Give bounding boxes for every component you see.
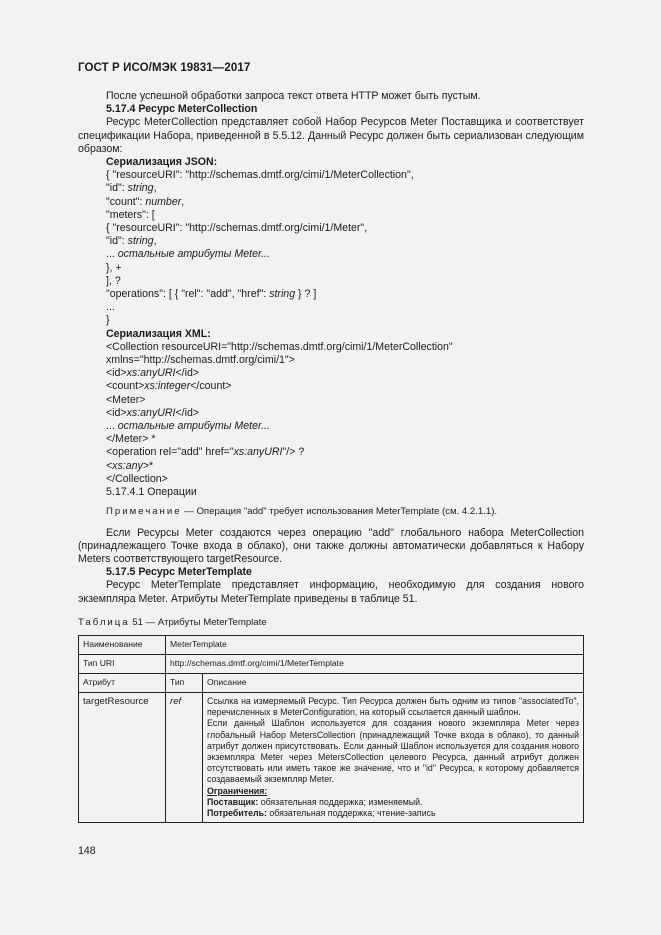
attribute-type: ref (166, 692, 203, 822)
section-heading-5-17-4: 5.17.4 Ресурс MeterCollection (106, 103, 258, 116)
note-label: Примечание (106, 506, 182, 518)
column-header: Описание (203, 673, 584, 692)
code-line: <xs:any>* (106, 459, 154, 472)
code-line: }, + (106, 261, 122, 274)
code-line: ... остальные атрибуты Meter... (106, 420, 270, 433)
json-serialization-label: Сериализация JSON: (106, 156, 218, 169)
code-line: ], ? (106, 274, 121, 287)
table-row (79, 654, 584, 673)
page-number: 148 (78, 845, 96, 857)
table-cell: Тип URI (79, 654, 166, 673)
code-line: "operations": [ { "rel": "add", "href": string } ? ] (106, 288, 317, 301)
note (78, 505, 584, 518)
xml-code-block (78, 341, 584, 486)
code-line: "id": string, (106, 182, 157, 195)
code-line: <Meter> (106, 393, 146, 406)
table-cell: MeterTemplate (166, 635, 584, 654)
code-line: ... (106, 301, 115, 314)
table-row (79, 692, 584, 822)
attributes-table (78, 635, 584, 823)
note-text: — Операция "add" требует использования MeterTemplate (см. 4.2.1.1). (181, 506, 498, 518)
code-line: <id>xs:anyURI</id> (106, 367, 200, 380)
table-caption: Таблица 51 — Атрибуты MeterTemplate (78, 616, 267, 628)
operations-paragraph: Если Ресурсы Meter создаются через операцию "add" глобального набора MeterCollection (принадлежащего Точке входа в облако), они также должны автоматически добавляться к Набору Meters соответствующего targetResource. (78, 526, 584, 565)
code-line: </Collection> (106, 472, 168, 485)
code-line: { "resourceURI": "http://schemas.dmtf.org/cimi/1/Meter", (106, 222, 368, 235)
intro-paragraph: После успешной обработки запроса текст ответа HTTP может быть пустым. (106, 90, 481, 102)
column-header: Атрибут (79, 673, 166, 692)
code-line: } (106, 314, 110, 327)
attribute-description: Ссылка на измеряемый Ресурс. Тип Ресурса должен быть одним из типов "associatedTo", перечисленных в MeterConfiguration, на который ссылается данный шаблон. Если данный Шаблон используется для создания нового экземпляра Meter через глобальный Набор MetersCollection (принадлежащий Точке входа в облако), то данный атрибут должен присутствовать. Если данный Шаблон используется для создания нового экземпляра Meter через MetersCollection целевого Ресурса, данный атрибут должен отсутствовать или иметь такое же значение, что и "id" Ресурса, к которому добавляется создаваемый экземпляр Meter. Ограничения: Поставщик: обязательная поддержка; изменяемый. Потребитель: обязательная поддержка; чтение-запись (203, 692, 584, 822)
attribute-name: targetResource (79, 692, 166, 822)
section-heading-5-17-5: 5.17.5 Ресурс MeterTemplate (106, 566, 252, 579)
code-line: "meters": [ (106, 208, 155, 221)
json-code-block (78, 169, 584, 327)
code-line: <id>xs:anyURI</id> (106, 406, 200, 419)
column-header: Тип (166, 673, 203, 692)
table-cell: http://schemas.dmtf.org/cimi/1/MeterTemplate (166, 654, 584, 673)
code-line: "id": string, (106, 235, 157, 248)
table-row (79, 635, 584, 654)
code-line: ... остальные атрибуты Meter... (106, 248, 270, 261)
code-line: "count": number, (106, 195, 185, 208)
section-paragraph: Ресурс MeterTemplate представляет информацию, необходимую для создания нового экземпляра Meter. Атрибуты MeterTemplate приведены в таблице 51. (78, 579, 584, 605)
code-line: <operation rel="add" href="xs:anyURI"/> ? (106, 446, 305, 459)
code-line: </Meter> * (106, 433, 156, 446)
document-header: ГОСТ Р ИСО/МЭК 19831—2017 (78, 62, 251, 74)
code-line: xmlns="http://schemas.dmtf.org/cimi/1"> (106, 354, 295, 367)
table-header-row (79, 673, 584, 692)
code-line: { "resourceURI": "http://schemas.dmtf.org/cimi/1/MeterCollection", (106, 169, 414, 182)
xml-serialization-label: Сериализация XML: (106, 327, 211, 340)
page-content (78, 90, 584, 823)
section-paragraph: Ресурс MeterCollection представляет собой Набор Ресурсов Meter Поставщика и соответствует спецификации Набора, приведенной в 5.5.12. Данный Ресурс должен быть сериализован следующим образом: (78, 116, 584, 155)
subheading-operations: 5.17.4.1 Операции (106, 486, 197, 499)
code-line: <count>xs:integer</count> (106, 380, 232, 393)
table-cell: Наименование (79, 635, 166, 654)
code-line: <Collection resourceURI="http://schemas.dmtf.org/cimi/1/MeterCollection" (106, 340, 453, 353)
